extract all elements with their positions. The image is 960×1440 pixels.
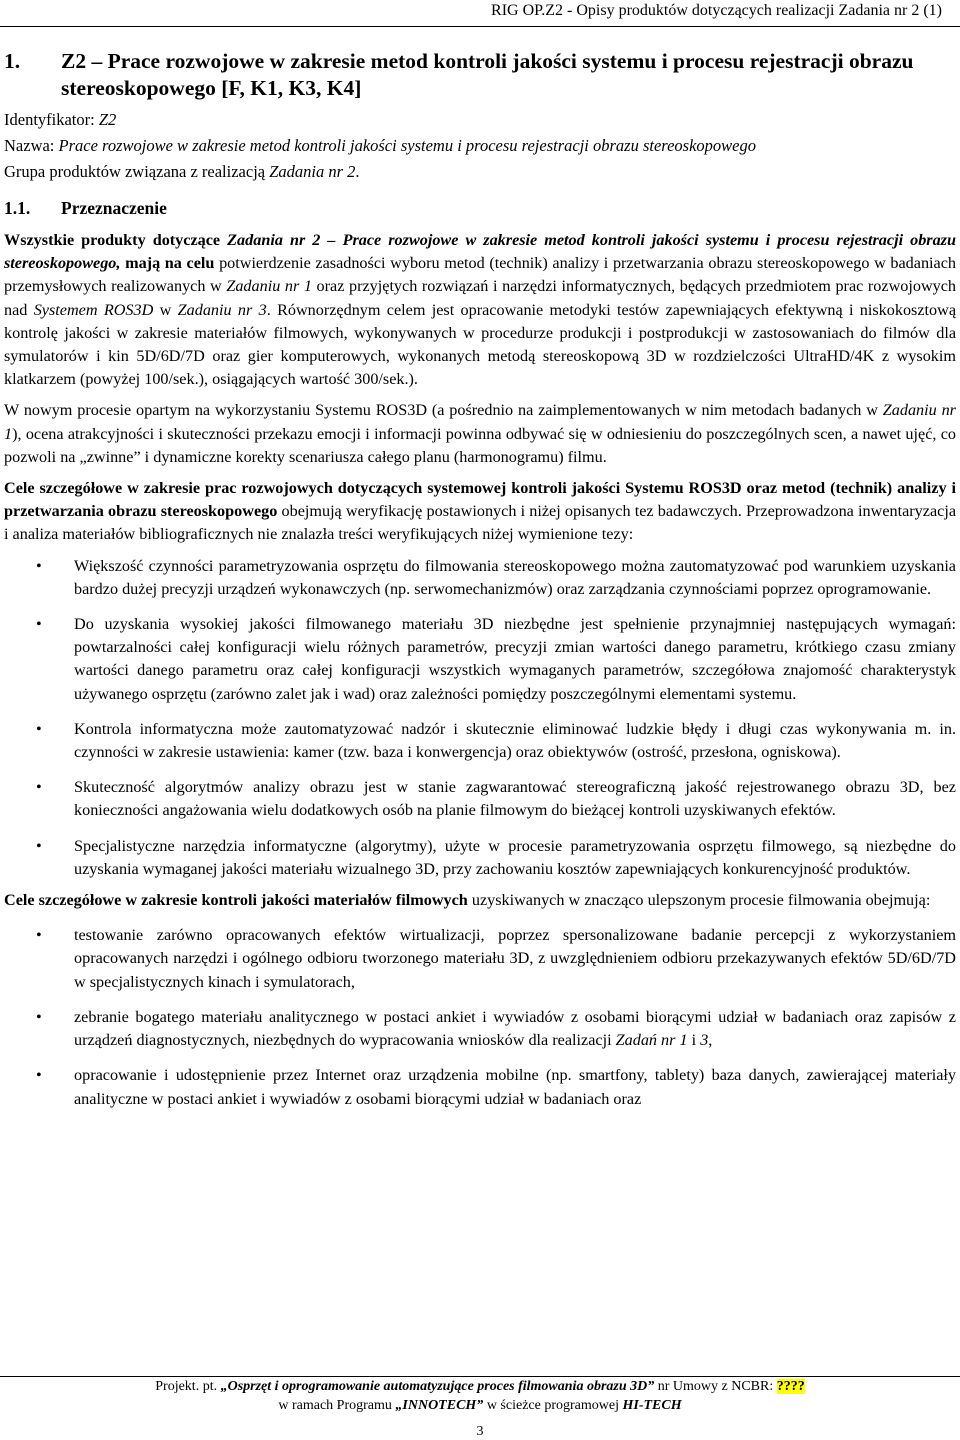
bullet-icon: • <box>36 1066 42 1085</box>
footer-contract-number: ???? <box>776 1379 805 1394</box>
list-item-text: i <box>687 1031 701 1050</box>
section-number: 1. <box>4 49 21 73</box>
list-item <box>4 1064 956 1110</box>
bullet-icon: • <box>36 778 42 797</box>
list-item-text: Kontrola informatyczna może zautomatyzować nadzór i skutecznie eliminować ludzkie błędy i długi czas wykonywania m. in. czynności w zakresie ustawienia: kamer (tzw. baza i konwergencja) oraz obiektywów (ostrość, przesłona, ogniskowa). <box>74 719 956 762</box>
list-item-text: opracowanie i udostępnienie przez Internet oraz urządzenia mobilne (np. smartfony, tablety) baza danych, zawierającej materiały analityczne w postaci ankiet i wywiadów z osobami biorącymi udział w badaniach oraz <box>74 1066 956 1108</box>
goals-paragraph <box>4 477 956 547</box>
footer-project-title: „Osprzęt i oprogramowanie automatyzujące proces filmowania obrazu 3D” <box>220 1379 655 1394</box>
identifier-line <box>4 107 956 133</box>
p2-s1: W nowym procesie opartym na wykorzystaniu Systemu ROS3D (a pośrednio na zaimplementowanych w nim metodach badanych w <box>4 401 883 420</box>
bullet-icon: • <box>36 926 42 945</box>
bullet-icon: • <box>36 719 42 738</box>
list-item <box>4 776 956 822</box>
theses-list <box>4 555 956 881</box>
p2-s3: ), ocena atrakcyjności i skuteczności przekazu emocji i informacji powinna odbywać się w odniesieniu do poszczególnych scen, a nawet ujęć, co pozwoli na „zwinne” i dynamiczne korekty scenariusza całego planu (harmonogramu) filmu. <box>4 424 956 466</box>
group-value: Zadania nr 2 <box>269 162 356 181</box>
footer-path-label: w ścieżce programowej <box>483 1398 623 1413</box>
footer-project-prefix: Projekt. pt. <box>155 1379 221 1394</box>
subsection-title: Przeznaczenie <box>61 198 167 218</box>
subsection-heading <box>4 196 956 220</box>
p1-s9: Zadaniu nr 3 <box>177 300 267 319</box>
list-item-text: testowanie zarówno opracowanych efektów wirtualizacji, poprzez spersonalizowane badanie percepcji z wykorzystaniem opracowanych narzędzi i ogólnego odbioru tworzonego materiału 3D, z uwzględnieniem odbioru przekazywanych efektów 5D/6D/7D w specjalistycznych kinach i symulatorach, <box>74 926 956 991</box>
footer-line-1 <box>0 1377 960 1396</box>
p3-bold: Cele szczegółowe w zakresie prac rozwojowych dotyczących systemowej kontroli jakości Systemu ROS3D oraz metod (technik) analizy i przetwarzania obrazu stereoskopowego <box>4 479 956 521</box>
list-item <box>4 924 956 994</box>
p1-s10: . Równorzędnym celem jest opracowanie metodyki testów zapewniających efektywną i niskokosztową kontrolę jakości w zakresie materiałów filmowych, wykonywanych w procedurze produkcji i postprodukcji w zastosowaniach do filmów dla symulatorów i kin 5D/6D/7D oraz gier komputerowych, wykonanych metodą stereoskopową 3D w rozdzielczości UltraHD/4K z wysokim klatkarzem (powyżej 100/sek.), osiągających wartość 300/sek.). <box>4 300 957 389</box>
subsection-number: 1.1. <box>4 198 31 218</box>
header-divider <box>0 26 960 27</box>
p4-bold: Cele szczegółowe w zakresie kontroli jakości materiałów filmowych <box>4 891 468 910</box>
bullet-icon: • <box>36 556 42 575</box>
bullet-icon: • <box>36 615 42 634</box>
p1-s5: Zadaniu nr 1 <box>226 277 312 296</box>
footer-contract-label: nr Umowy z NCBR: <box>654 1379 777 1394</box>
list-item <box>4 1006 956 1052</box>
page-body <box>4 48 956 1123</box>
name-label: Nazwa: <box>4 136 59 155</box>
group-line <box>4 159 956 185</box>
p1-s1: Wszystkie produkty dotyczące <box>4 231 228 249</box>
p1-s7: Systemem ROS3D <box>33 300 154 319</box>
p3-rest: obejmują weryfikację postawionych i niżej opisanych tez badawczych. Przeprowadzona inwentaryzacja i analiza materiałów bibliograficznych nie znalazła treści weryfikujących niżej wymienione tezy: <box>4 502 957 544</box>
p1-s3: mają na celu <box>120 254 215 273</box>
list-item-emphasis: Zadań nr 1 <box>615 1031 688 1050</box>
p1-s6: oraz przyjętych rozwiązań i narzędzi informatycznych, będących przedmiotem prac rozwojowych nad <box>4 277 957 319</box>
p1-s4: potwierdzenie zasadności wyboru metod (technik) analizy i przetwarzania obrazu stereoskopowego w badaniach przemysłowych realizowanych w <box>4 254 957 296</box>
list-item-text: Do uzyskania wysokiej jakości filmowanego materiału 3D niezbędne jest spełnienie przynajmniej następujących wymagań: powtarzalności całej konfiguracji wielu różnych parametrów, precyzji zmian wartości danego parametru, krótkiego czasu zmiany wartości danego parametru oraz całej konfiguracji wszystkich wymaganych parametrów, szczegółowa znajomość charakterystyk używanego osprzętu (zarówno zalet jak i wad) oraz zależności pomiędzy poszczególnymi elementami systemu. <box>74 615 956 703</box>
list-item-text: Specjalistyczne narzędzia informatyczne (algorytmy), użyte w procesie parametryzowania osprzętu filmowego, są niezbędne do uzyskania wymaganej jakości materiału wizualnego 3D, przy zachowaniu kosztów zapewniających konkurencyjność produktów. <box>74 836 956 878</box>
p2-s2: Zadaniu nr 1 <box>4 401 956 443</box>
purpose-paragraph <box>4 229 956 391</box>
list-item-text: Skuteczność algorytmów analizy obrazu jest w stanie zagwarantować stereograficzną jakość rejestrowanego obrazu 3D, bez konieczności angażowania wielu dodatkowych osób na planie filmowym do bieżącej kontroli uzyskiwanych efektów. <box>74 778 956 820</box>
p4-rest: uzyskiwanych w znacząco ulepszonym procesie filmowania obejmują: <box>467 891 931 910</box>
list-item <box>4 835 956 881</box>
name-value: Prace rozwojowe w zakresie metod kontroli jakości systemu i procesu rejestracji obrazu stereoskopowego <box>58 136 757 155</box>
list-item <box>4 718 956 764</box>
list-item-text: Większość czynności parametryzowania osprzętu do filmowania stereoskopowego można zautomatyzować pod warunkiem uzyskania bardzo dużej precyzji urządzeń wykonawczych (np. serwomechanizmów) oraz zarządzania czynnościami poprzez oprogramowanie. <box>74 556 956 598</box>
list-item-text: zebranie bogatego materiału analitycznego w postaci ankiet i wywiadów z osobami biorącymi udział w badaniach oraz zapisów z urządzeń diagnostycznych, niezbędnych do wypracowania wniosków dla realizacji <box>74 1007 956 1050</box>
page-footer <box>0 1376 960 1415</box>
bullet-icon: • <box>36 1007 42 1026</box>
section-heading <box>4 48 956 102</box>
process-paragraph <box>4 399 956 469</box>
quality-goals-paragraph <box>4 889 956 912</box>
list-item <box>4 555 956 601</box>
bullet-icon: • <box>36 836 42 855</box>
p1-s2: Zadania nr 2 – Prace rozwojowe w zakresie metod kontroli jakości systemu i procesu rejestracji obrazu stereoskopowego, <box>4 231 956 273</box>
identifier-value: Z2 <box>98 110 117 129</box>
page-number: 3 <box>476 1424 484 1439</box>
footer-program-name: „INNOTECH” <box>395 1398 484 1413</box>
footer-program-prefix: w ramach Programu <box>278 1398 396 1413</box>
section-title: Z2 – Prace rozwojowe w zakresie metod kontroli jakości systemu i procesu rejestracji obrazu stereoskopowego [F, K1, K3, K4] <box>61 49 914 100</box>
footer-path-name: HI-TECH <box>622 1398 682 1413</box>
footer-line-2 <box>0 1396 960 1415</box>
list-item <box>4 613 956 706</box>
list-item-text: , <box>708 1031 713 1050</box>
quality-goals-list <box>4 924 956 1110</box>
group-label: Grupa produktów związana z realizacją <box>4 162 270 181</box>
group-end: . <box>355 162 360 181</box>
running-header: RIG OP.Z2 - Opisy produktów dotyczących realizacji Zadania nr 2 (1) <box>491 2 942 19</box>
p1-s8: w <box>153 300 178 319</box>
identifier-label: Identyfikator: <box>4 110 99 129</box>
name-line <box>4 133 956 159</box>
list-item-emphasis: 3 <box>700 1031 709 1050</box>
